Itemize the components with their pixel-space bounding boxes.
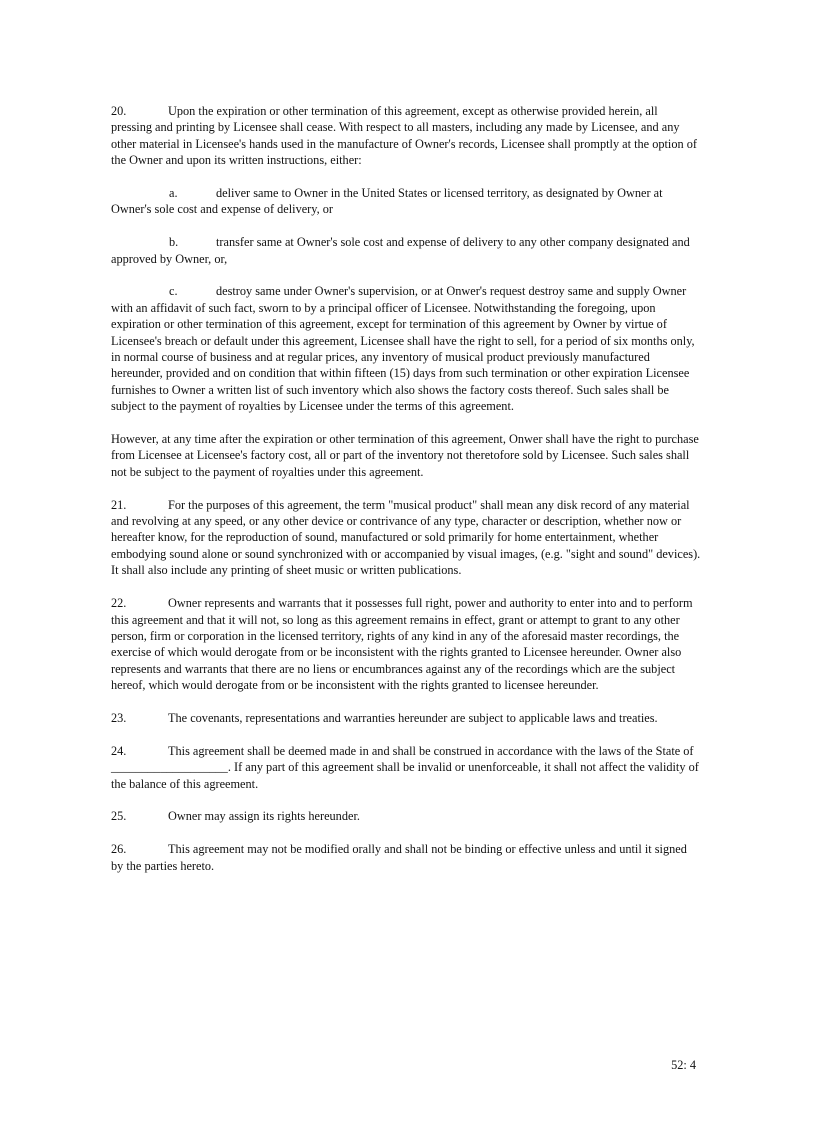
paragraph-number: 23. <box>111 710 127 725</box>
paragraph-text: deliver same to Owner in the United States or licensed territory, as designated by Owner at Owner's sole cost and expense of delivery, or <box>111 186 663 217</box>
paragraph-20c <box>111 283 701 414</box>
paragraph-number: 22. <box>111 596 127 611</box>
paragraph-text: transfer same at Owner's sole cost and expense of delivery to any other company designated and approved by Owner, or, <box>111 235 690 266</box>
paragraph-text: For the purposes of this agreement, the term "musical product" shall mean any disk record of any material and revolving at any speed, or any other device or contrivance of any type, character or description, whether now or hereafter know, for the reproduction of sound, manufactured or sold primarily for home entertainment, whether embodying sound alone or sound synchronized with or accompanied by visual images, (e.g. "sight and sound" devices). It shall also include any printing of sheet music or written publications. <box>111 497 701 578</box>
paragraph-25 <box>111 808 701 824</box>
paragraph-20a <box>111 185 701 218</box>
paragraph-number: 21. <box>111 497 127 512</box>
paragraph-24 <box>111 743 701 792</box>
paragraph-number: 25. <box>111 809 127 824</box>
paragraph-text: The covenants, representations and warranties hereunder are subject to applicable laws and treaties. <box>168 710 658 725</box>
paragraph-text: Owner represents and warrants that it possesses full right, power and authority to enter into and to perform this agreement and that it will not, so long as this agreement remains in effect, grant or attempt to grant to any other person, firm or corporation in the licensed territory, rights of any kind in any of the aforesaid master recordings, the exercise of which would derogate from or be inconsistent with the rights granted to Licensee hereunder. Owner also represents and warrants that there are no liens or encumbrances against any of the recordings which are the subject hereof, which would derogate from or be inconsistent with the rights granted to licensee hereunder. <box>111 596 693 693</box>
paragraph-number: 24. <box>111 743 127 758</box>
sub-item-letter: b. <box>169 235 179 250</box>
sub-item-letter: c. <box>169 284 178 299</box>
paragraph-number: 26. <box>111 842 127 857</box>
paragraph-text: This agreement may not be modified orally and shall not be binding or effective unless and until it signed by the parties hereto. <box>111 842 687 873</box>
document-body <box>111 103 701 890</box>
paragraph-text: Upon the expiration or other termination of this agreement, except as otherwise provided herein, all pressing and printing by Licensee shall cease. With respect to all masters, including any made by Licensee, and any other material in Licensee's hands used in the manufacture of Owner's records, Licensee shall promptly at the option of the Owner and upon its written instructions, either: <box>111 104 697 168</box>
paragraph-text: Owner may assign its rights hereunder. <box>168 809 360 824</box>
paragraph-23 <box>111 710 701 726</box>
paragraph-number: 20. <box>111 104 127 118</box>
paragraph-22 <box>111 595 701 693</box>
paragraph-text: However, at any time after the expiration or other termination of this agreement, Onwer shall have the right to purchase from Licensee at Licensee's factory cost, all or part of the inventory not theretofore sold by Licensee. Such sales shall not be subject to the payment of royalties under this agreement. <box>111 432 699 479</box>
paragraph-20b <box>111 234 701 267</box>
paragraph-20 <box>111 103 701 169</box>
sub-item-letter: a. <box>169 186 178 201</box>
page-number: 52: 4 <box>671 1058 696 1072</box>
paragraph-20-however <box>111 431 701 480</box>
paragraph-text: This agreement shall be deemed made in and shall be construed in accordance with the laws of the State of ___________________. If any part of this agreement shall be invalid or unenforceable, it shall not affect the validity of the balance of this agreement. <box>111 743 699 791</box>
paragraph-text: destroy same under Owner's supervision, or at Onwer's request destroy same and supply Owner with an affidavit of such fact, sworn to by a principal officer of Licensee. Notwithstanding the foregoing, upon expiration or other termination of this agreement, except for termination of this agreement by Owner by virtue of Licensee's breach or default under this agreement, Licensee shall have the right to sell, for a period of six months only, in normal course of business and at regular prices, any inventory of musical product previously manufactured hereunder, provided and on condition that within fifteen (15) days from such termination or other expiration Licensee furnishes to Owner a written list of such inventory which also shows the factory costs thereof. Such sales shall be subject to the payment of royalties by Licensee under the terms of this agreement. <box>111 284 695 414</box>
paragraph-26 <box>111 841 701 874</box>
paragraph-21 <box>111 497 701 579</box>
